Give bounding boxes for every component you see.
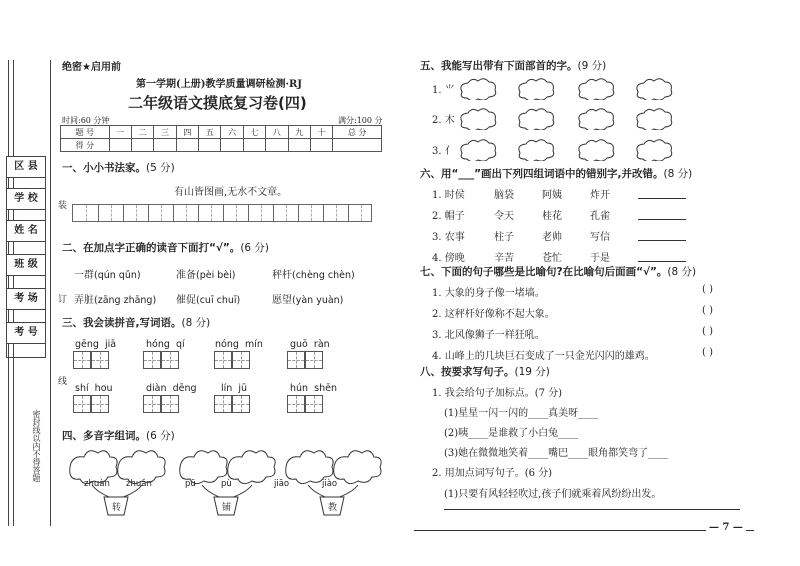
cloud-answer-box[interactable] <box>574 78 616 100</box>
cloud-answer-box[interactable] <box>456 139 498 161</box>
score-input[interactable] <box>176 139 198 152</box>
section-points: (6 分) <box>146 430 175 442</box>
score-cell: 八 <box>266 126 288 139</box>
grid-divider <box>248 205 249 221</box>
secret-label: 绝密★启用前 <box>62 62 121 73</box>
score-header-row <box>61 126 382 139</box>
exam-title: 二年级语文摸底复习卷(四) <box>128 94 307 112</box>
word: 准备 <box>176 270 196 281</box>
pronunciation-item <box>176 291 240 306</box>
word-group-item: 炸开 <box>590 190 610 201</box>
section-points: (8 分) <box>181 317 211 329</box>
word: 一群 <box>74 270 94 281</box>
polyphone-pinyin: zhuàn <box>84 479 110 489</box>
correction-line[interactable] <box>638 261 686 262</box>
grid-divider <box>223 205 224 221</box>
cloud-answer-box[interactable] <box>456 108 498 130</box>
pinyin-word: nóng mín <box>215 339 263 350</box>
polyphone-pinyin: pù <box>221 479 232 489</box>
grid-divider <box>311 205 312 221</box>
radical-label: 3. 亻 <box>432 146 455 157</box>
pinyin-options[interactable]: (cuī chuī) <box>196 295 241 306</box>
score-cell: 三 <box>154 126 176 139</box>
section-points: (8 分) <box>667 266 697 278</box>
polyphone-char: 铺 <box>222 503 232 513</box>
pinyin-options[interactable]: (pèi bèi) <box>196 270 236 281</box>
score-input[interactable] <box>131 139 153 152</box>
grid-divider <box>186 205 187 221</box>
field-name: 姓 名 <box>6 220 46 242</box>
score-input[interactable] <box>243 139 265 152</box>
polyphone-pinyin: jiào <box>322 479 338 489</box>
pinyin-word: lín jū <box>221 383 248 394</box>
section-title-text: 八、按要求写句子。 <box>420 366 515 378</box>
pronunciation-item <box>272 291 343 306</box>
score-value-row <box>61 139 382 152</box>
score-cell: 九 <box>288 126 310 139</box>
word-group-item: 4. 傍晚 <box>432 253 465 264</box>
grid-divider <box>323 205 324 221</box>
section-title-text: 一、小小书法家。 <box>62 162 146 174</box>
grid-divider <box>298 205 299 221</box>
word-group-item: 阿姨 <box>542 190 562 201</box>
word-group-item: 老帅 <box>542 232 562 243</box>
section-6-title <box>420 166 692 181</box>
score-cell: 七 <box>243 126 265 139</box>
field-district: 区 县 <box>6 156 46 178</box>
exam-subtitle: 第一学期(上册)教学质量调研检测·RJ <box>136 79 302 90</box>
writing-box[interactable] <box>161 351 179 369</box>
grid-divider <box>136 205 137 221</box>
word-group-item: 桂花 <box>542 211 562 222</box>
subquestion: 1. 我会给句子加标点。(7 分) <box>432 388 563 399</box>
pinyin-word: hún shēn <box>290 383 337 394</box>
score-cell: 四 <box>176 126 198 139</box>
pinyin-word: gēng jiā <box>75 339 117 350</box>
word-group-item: 辛苦 <box>494 253 514 264</box>
score-input[interactable] <box>154 139 176 152</box>
calligraphy-sentence: 有山皆图画,无水不文章。 <box>174 187 288 198</box>
word-group-item: 柱子 <box>494 232 514 243</box>
correction-line[interactable] <box>638 219 686 220</box>
grid-divider <box>123 205 124 221</box>
writing-box[interactable] <box>161 395 179 413</box>
strip-line <box>50 60 51 526</box>
writing-box[interactable] <box>287 395 305 413</box>
simile-item: 1. 大象的身子像一堵墙。 <box>432 288 545 299</box>
binding-char: 装 <box>58 201 68 211</box>
radical-label: 2. 木 <box>432 115 455 126</box>
word: 催促 <box>176 295 196 306</box>
writing-box[interactable] <box>287 351 305 369</box>
word-group-item: 2. 帽子 <box>432 211 465 222</box>
grid-divider <box>236 205 237 221</box>
word-group-item: 写信 <box>590 232 610 243</box>
sentence-item: (1)只要有风轻轻吹过,孩子们就乘着风纷纷出发。 <box>444 489 662 500</box>
grid-divider <box>86 205 87 221</box>
section-3-title <box>62 315 210 330</box>
word-group-item: 令天 <box>494 211 514 222</box>
grid-divider <box>261 205 262 221</box>
word-group-item: 脑袋 <box>494 190 514 201</box>
pronunciation-item <box>176 266 235 281</box>
pinyin-word: shí hou <box>75 383 113 394</box>
time-label: 时间:60 分钟 <box>62 116 110 125</box>
section-points: (19 分) <box>514 366 550 378</box>
section-points: (6 分) <box>240 242 270 254</box>
pinyin-options[interactable]: (yàn yuàn) <box>292 295 344 306</box>
cloud-answer-box[interactable] <box>574 139 616 161</box>
field-school: 学 校 <box>6 188 46 210</box>
section-title-text: 七、下面的句子哪些是比喻句?在比喻句后面画“√”。 <box>420 266 668 278</box>
simile-item: 3. 北风像狮子一样狂吼。 <box>432 330 545 341</box>
field-exam-no: 考 号 <box>6 322 46 344</box>
polyphone-pinyin: jiāo <box>274 479 290 489</box>
pinyin-options[interactable]: (qún qǔn) <box>94 270 141 281</box>
score-input[interactable] <box>333 139 382 152</box>
score-cell: 五 <box>199 126 221 139</box>
punctuation-item[interactable]: (1)星星一闪一闪的____真美呀____ <box>444 408 599 419</box>
binding-char: 订 <box>58 295 68 305</box>
pinyin-word: hóng qí <box>146 339 185 350</box>
score-table <box>60 125 382 152</box>
section-4-title <box>62 428 175 443</box>
simile-item: 2. 这秤杆好像称不起大象。 <box>432 309 555 320</box>
grid-divider <box>336 205 337 221</box>
writing-box[interactable] <box>305 395 323 413</box>
writing-box[interactable] <box>143 395 161 413</box>
section-title-text: 二、在加点字正确的读音下面打“√”。 <box>62 242 241 254</box>
word: 愿望 <box>272 295 292 306</box>
score-input[interactable] <box>266 139 288 152</box>
word-group-item: 孔雀 <box>590 211 610 222</box>
writing-box[interactable] <box>232 395 250 413</box>
field-class: 班 级 <box>6 254 46 276</box>
cloud-answer-box[interactable] <box>632 108 674 130</box>
score-input[interactable] <box>221 139 243 152</box>
cloud-answer-box[interactable] <box>514 78 556 100</box>
writing-box[interactable] <box>91 395 109 413</box>
correction-line[interactable] <box>638 240 686 241</box>
punctuation-item[interactable]: (3)她在微微地笑着____嘴巴____眼角都笑弯了____ <box>444 448 669 459</box>
score-cell: 总 分 <box>333 126 382 139</box>
polyphone-pinyin: zhuǎn <box>126 479 152 489</box>
score-cell: 六 <box>221 126 243 139</box>
section-points: (9 分) <box>577 60 607 72</box>
writing-box[interactable] <box>214 351 232 369</box>
polyphone-pinyin: pū <box>185 479 196 489</box>
score-input[interactable] <box>310 139 332 152</box>
word-group-item: 3. 农事 <box>432 232 465 243</box>
pinyin-options[interactable]: (chèng chèn) <box>292 270 355 281</box>
field-exam-no-input[interactable] <box>6 344 46 358</box>
simile-answer[interactable]: ( ) <box>702 305 713 316</box>
section-points: (5 分) <box>146 162 175 174</box>
binding-char: 线 <box>58 377 68 387</box>
score-input[interactable] <box>109 139 131 152</box>
grid-divider <box>148 205 149 221</box>
cloud-answer-box[interactable] <box>632 78 674 100</box>
grid-divider <box>348 205 349 221</box>
grid-divider <box>286 205 287 221</box>
cloud-answer-box[interactable] <box>514 108 556 130</box>
writing-box[interactable] <box>214 395 232 413</box>
simile-answer[interactable]: ( ) <box>702 326 713 337</box>
word: 弄脏 <box>74 295 94 306</box>
seal-note: 密封线以内不得答题 <box>32 410 41 482</box>
pinyin-options[interactable]: (zāng zhāng) <box>94 295 157 306</box>
footer-rule <box>414 530 754 531</box>
pinyin-word: guō ràn <box>290 339 330 350</box>
pronunciation-item <box>272 266 355 281</box>
simile-answer[interactable]: ( ) <box>702 284 713 295</box>
calligraphy-grid[interactable] <box>72 204 372 222</box>
pronunciation-item <box>74 291 156 306</box>
score-input[interactable] <box>199 139 221 152</box>
writing-box[interactable] <box>73 395 91 413</box>
grid-divider <box>173 205 174 221</box>
punctuation-item[interactable]: (2)咦____是谁救了小白兔____ <box>444 428 579 439</box>
score-cell: 题 号 <box>61 126 110 139</box>
grid-divider <box>361 205 362 221</box>
score-cell: 得 分 <box>61 139 110 152</box>
page-number: — 7 — <box>706 522 746 533</box>
polyphone-char: 教 <box>328 503 338 513</box>
grid-divider <box>161 205 162 221</box>
subquestion: 2. 用加点词写句子。(6 分) <box>432 468 553 479</box>
section-5-title <box>420 58 606 73</box>
section-points: (8 分) <box>663 168 693 180</box>
field-room: 考 场 <box>6 288 46 310</box>
section-8-title <box>420 364 550 379</box>
grid-divider <box>98 205 99 221</box>
writing-box[interactable] <box>143 351 161 369</box>
section-2-title <box>62 240 269 255</box>
section-title-text: 三、我会读拼音,写词语。 <box>62 317 182 329</box>
score-cell: 二 <box>131 126 153 139</box>
section-title-text: 五、我能写出带有下面部首的字。 <box>420 60 578 72</box>
pinyin-word: diàn dēng <box>146 383 197 394</box>
grid-divider <box>273 205 274 221</box>
score-input[interactable] <box>288 139 310 152</box>
cloud-answer-box[interactable] <box>574 108 616 130</box>
cloud-answer-box[interactable] <box>514 139 556 161</box>
correction-line[interactable] <box>638 198 686 199</box>
word-group-item: 于是 <box>590 253 610 264</box>
simile-answer[interactable]: ( ) <box>702 347 713 358</box>
word-group-item: 苍忙 <box>542 253 562 264</box>
cloud-answer-box[interactable] <box>632 139 674 161</box>
section-title-text: 六、用“___”画出下列四组词语中的错别字,并改错。 <box>420 168 664 180</box>
section-1-title <box>62 160 175 175</box>
writing-box[interactable] <box>91 351 109 369</box>
writing-box[interactable] <box>73 351 91 369</box>
section-title-text: 四、多音字组词。 <box>62 430 146 442</box>
score-cell: 一 <box>109 126 131 139</box>
grid-divider <box>198 205 199 221</box>
pronunciation-item <box>74 266 141 281</box>
radical-label: 1. ⺌ <box>432 85 455 96</box>
word-group-item: 1. 时侯 <box>432 190 465 201</box>
writing-box[interactable] <box>305 351 323 369</box>
polyphone-char: 转 <box>112 503 122 513</box>
full-score-label: 满分:100 分 <box>338 116 383 125</box>
cloud-answer-box[interactable] <box>456 78 498 100</box>
word: 秤杆 <box>272 270 292 281</box>
grid-divider <box>211 205 212 221</box>
section-7-title <box>420 264 696 279</box>
simile-item: 4. 山峰上的几块巨石变成了一只金光闪闪的雄鸡。 <box>432 351 655 362</box>
writing-box[interactable] <box>232 351 250 369</box>
grid-divider <box>111 205 112 221</box>
score-cell: 十 <box>310 126 332 139</box>
answer-line[interactable] <box>444 509 740 510</box>
